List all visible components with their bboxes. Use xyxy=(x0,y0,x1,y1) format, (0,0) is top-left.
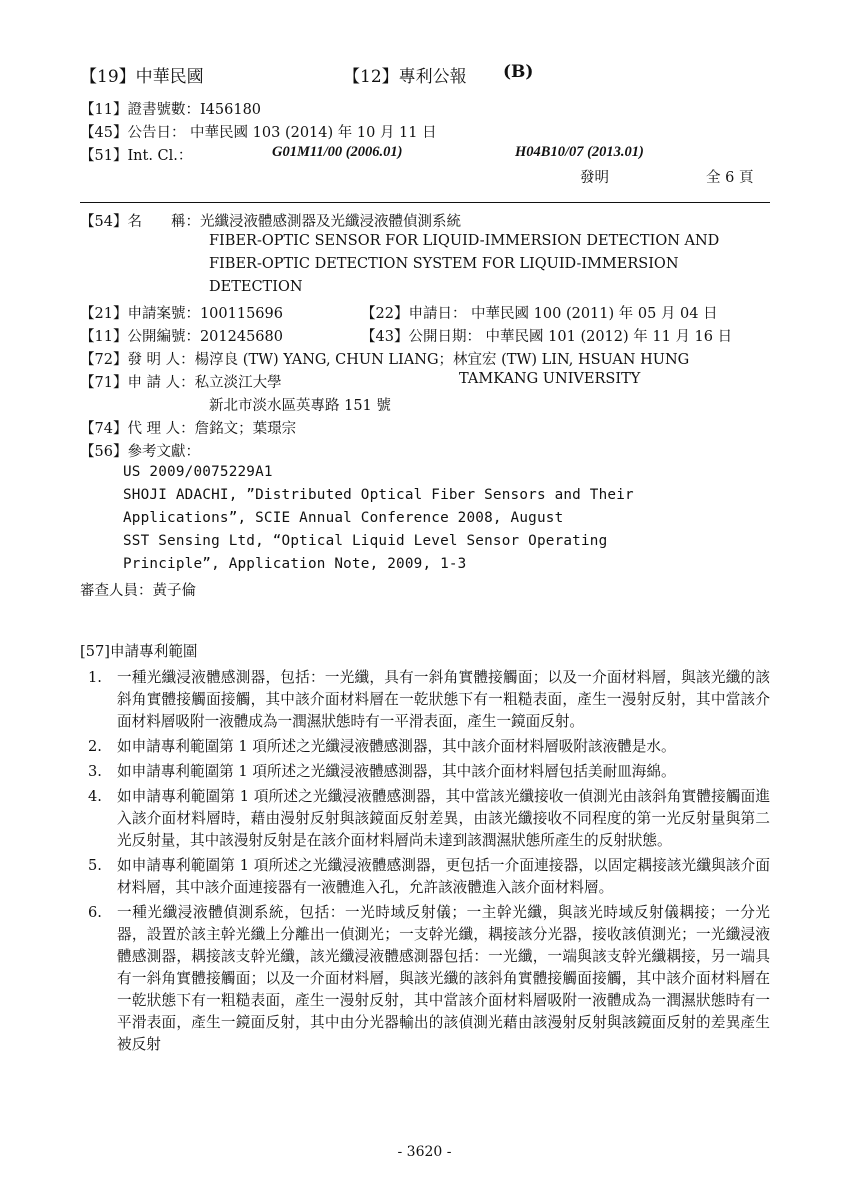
inventors-label: 【72】發 明 人： xyxy=(80,352,195,368)
agent-row xyxy=(80,417,296,438)
certificate-number: 【11】證書號數：I456180 xyxy=(80,102,262,118)
applicant-label: 【71】申 請 人： xyxy=(80,375,195,391)
title-en-line-3: DETECTION xyxy=(209,279,303,295)
int-cl-code-2: H04B10/07 (2013.01) xyxy=(515,144,644,160)
claim-number: 5. xyxy=(88,857,102,874)
applicant-zh: 私立淡江大學 xyxy=(194,375,282,391)
application-date: 【22】申請日： 中華民國 100 (2011) 年 05 月 04 日 xyxy=(361,306,718,322)
header-divider xyxy=(80,202,770,203)
claim-number: 3. xyxy=(88,763,102,780)
claim-item xyxy=(80,902,770,1056)
claim-number: 2. xyxy=(88,738,102,755)
int-cl-label: 【51】Int. Cl.： xyxy=(80,148,193,164)
examiner: 審查人員：黃子倫 xyxy=(80,583,196,599)
applicant-en: TAMKANG UNIVERSITY xyxy=(459,371,641,387)
application-number: 【21】申請案號：100115696 xyxy=(80,306,283,322)
claim-number: 1. xyxy=(88,669,102,686)
claim-text: 如申請專利範圍第 1 項所述之光纖浸液體感測器，其中該介面材料層吸附該液體是水。 xyxy=(117,738,676,755)
claim-text: 如申請專利範圍第 1 項所述之光纖浸液體感測器，其中該介面材料層包括美耐皿海綿。 xyxy=(117,763,676,780)
announcement-date: 【45】公告日： 中華民國 103 (2014) 年 10 月 11 日 xyxy=(80,125,437,141)
claim-item xyxy=(80,736,770,758)
applicant-row xyxy=(80,371,282,392)
patent-doc-kind: 【12】專利公報 xyxy=(343,67,467,87)
publication-number: 【11】公開編號：201245680 xyxy=(80,329,283,345)
references-label: 【56】參考文獻： xyxy=(80,444,200,460)
claim-text: 如申請專利範圍第 1 項所述之光纖浸液體感測器，其中當該光纖接收一偵測光由該斜角實體接觸面進入該介面材料層時，藉由漫射反射與該鏡面反射差異，由該光纖接收不同程度的第一光反射量與第二光反射量，其中該漫射反射是在該介面材料層尚未達到該潤濕狀態所產生的反射狀態。 xyxy=(117,788,770,849)
reference-line: SST Sensing Ltd, “Optical Liquid Level Sensor Operating xyxy=(123,533,608,549)
total-pages: 全 6 頁 xyxy=(706,170,754,186)
claim-item xyxy=(80,786,770,852)
inventors: 楊淳良 (TW) YANG, CHUN LIANG；林宜宏 (TW) LIN, HSUAN HUNG xyxy=(194,352,690,368)
patent-category: 發明 xyxy=(580,170,609,186)
title-label: 【54】名 稱： xyxy=(80,214,200,230)
claims-section xyxy=(80,640,770,1059)
patent-country: 【19】中華民國 xyxy=(80,67,204,87)
reference-line: SHOJI ADACHI, ”Distributed Optical Fiber Sensors and Their xyxy=(123,487,634,503)
reference-line: US 2009/0075229A1 xyxy=(123,464,273,480)
patent-doc-code: (B) xyxy=(503,62,534,82)
page-number: - 3620 - xyxy=(397,1144,452,1160)
title-zh: 光纖浸液體感測器及光纖浸液體偵測系統 xyxy=(199,214,461,230)
claim-item xyxy=(80,667,770,733)
reference-line: Principle”, Application Note, 2009, 1-3 xyxy=(123,556,467,572)
applicant-address: 新北市淡水區英專路 151 號 xyxy=(209,398,391,414)
reference-line: Applications”, SCIE Annual Conference 2008, August xyxy=(123,510,564,526)
claims-heading: [57]申請專利範圍 xyxy=(80,643,198,660)
claim-text: 一種光纖浸液體感測器，包括：一光纖，具有一斜角實體接觸面；以及一介面材料層，與該光纖的該斜角實體接觸面接觸，其中該介面材料層在一乾狀態下有一粗糙表面，產生一漫射反射，其中當該介面材料層吸附一液體成為一潤濕狀態時有一平滑表面，產生一鏡面反射。 xyxy=(117,669,770,730)
claim-text: 一種光纖浸液體偵測系統，包括：一光時域反射儀；一主幹光纖，與該光時域反射儀耦接；一分光器，設置於該主幹光纖上分離出一偵測光；一支幹光纖，耦接該分光器，接收該偵測光；一光纖浸液體感測器，耦接該支幹光纖，該光纖浸液體感測器包括：一光纖，一端與該支幹光纖耦接，另一端具有一斜角實體接觸面；以及一介面材料層，與該光纖的該斜角實體接觸面接觸，其中該介面材料層在一乾狀態下有一粗糙表面，產生一漫射反射，其中當該介面材料層吸附一液體成為一潤濕狀態時有一平滑表面，產生一鏡面反射，其中由分光器輸出的該偵測光藉由該漫射反射與該鏡面反射的差異產生被反射 xyxy=(117,904,770,1053)
claim-text: 如申請專利範圍第 1 項所述之光纖浸液體感測器，更包括一介面連接器，以固定耦接該光纖與該介面材料層，其中該介面連接器有一液體進入孔，允許該液體進入該介面材料層。 xyxy=(117,857,770,896)
claim-number: 4. xyxy=(88,788,102,805)
agent-label: 【74】代 理 人： xyxy=(80,421,195,437)
int-cl-code-1: G01M11/00 (2006.01) xyxy=(272,144,403,160)
agent: 詹銘文；葉璟宗 xyxy=(194,421,297,437)
publication-date: 【43】公開日期： 中華民國 101 (2012) 年 11 月 16 日 xyxy=(361,329,733,345)
title-row xyxy=(80,210,461,231)
claim-number: 6. xyxy=(88,904,102,921)
claim-item xyxy=(80,761,770,783)
claim-item xyxy=(80,855,770,899)
title-en-line-1: FIBER-OPTIC SENSOR FOR LIQUID-IMMERSION DETECTION AND xyxy=(209,233,720,249)
title-en-line-2: FIBER-OPTIC DETECTION SYSTEM FOR LIQUID-IMMERSION xyxy=(209,256,679,272)
inventors-row xyxy=(80,348,689,369)
